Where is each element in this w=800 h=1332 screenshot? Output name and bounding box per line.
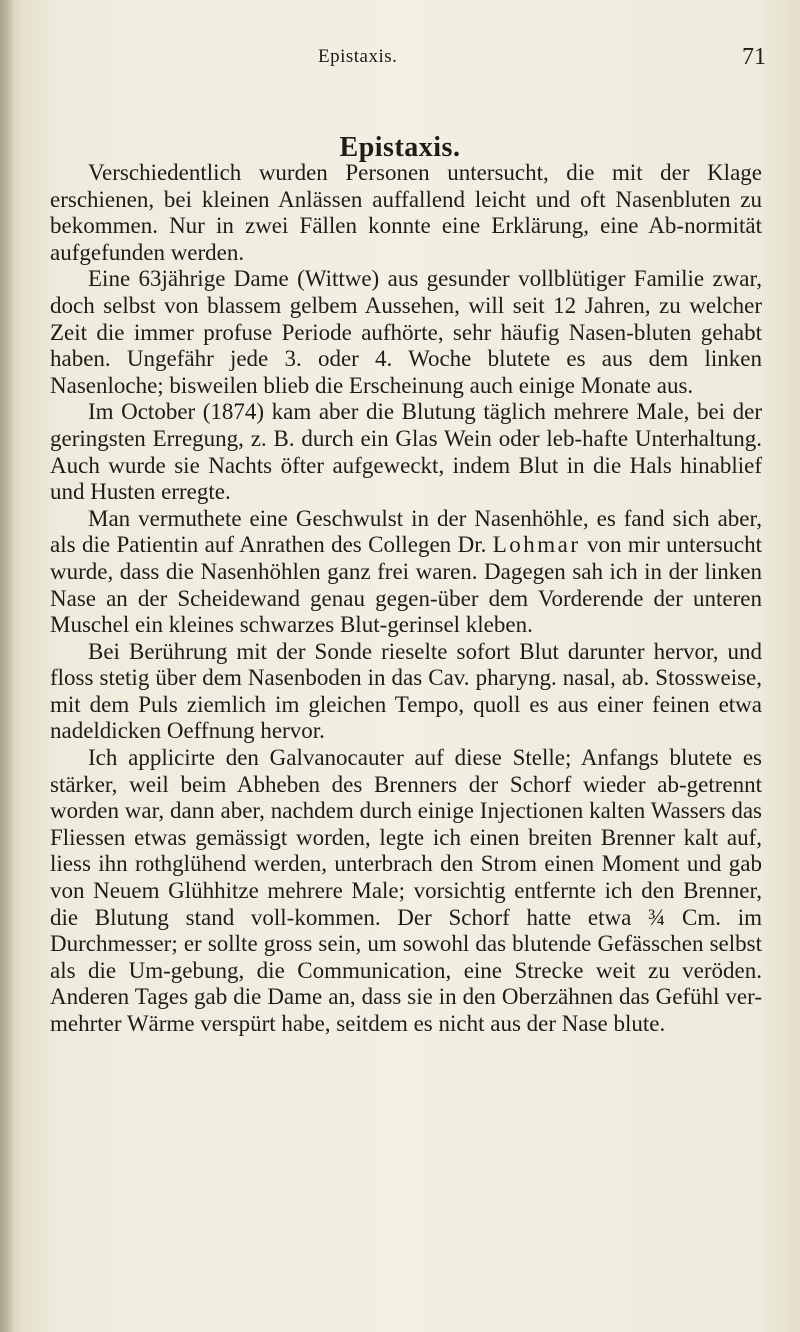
- paragraph-3: Im October (1874) kam aber die Blutung täglich mehrere Male, bei der geringsten Erregung, z. B. durch ein Glas Wein oder leb-hafte Unterhaltung. Auch wurde sie Nachts öfter aufgeweckt, indem Blut in die Hals hinablief und Husten erregte.: [50, 399, 762, 505]
- running-title: Epistaxis.: [318, 46, 398, 67]
- paragraph-4-before: Man vermuthete eine Geschwulst in der Nasenhöhle, es fand sich aber, als die Patientin auf Anrathen des Collegen Dr.: [50, 505, 762, 558]
- page-edge-shadow: [0, 0, 14, 1332]
- running-header: [0, 40, 800, 80]
- paragraph-6: Ich applicirte den Galvanocauter auf diese Stelle; Anfangs blutete es stärker, weil beim Abheben des Brenners der Schorf wieder ab-getrennt worden war, dann aber, nachdem durch einige Injectionen kalten Wassers das Fliessen etwas gemässigt worden, legte ich einen breiten Brenner kalt auf, liess ihn rothglühend werden, unterbrach den Strom einen Moment und gab von Neuem Glühhitze mehrere Male; vorsichtig entfernte ich den Brenner, die Blutung stand voll-kommen. Der Schorf hatte etwa ¾ Cm. im Durchmesser; er sollte gross sein, um sowohl das blutende Gefässchen selbst als die Um-gebung, die Communication, eine Strecke weit zu veröden. Anderen Tages gab die Dame an, dass sie in den Oberzähnen das Gefühl ver-mehrter Wärme verspürt habe, seitdem es nicht aus der Nase blute.: [50, 745, 762, 1036]
- paragraph-4-after: von mir untersucht wurde, dass die Nasenhöhlen ganz frei waren. Dagegen sah ich in der linken Nase an der Scheidewand genau gegen-über dem Vorderende der unteren Muschel ein kleines schwarzes Blut-gerinsel kleben.: [50, 532, 762, 638]
- page-number: 71: [742, 44, 766, 70]
- person-name: Lohmar: [492, 532, 581, 558]
- chapter-title: Epistaxis.: [339, 132, 461, 163]
- paragraph-4: [50, 506, 762, 639]
- paragraph-2: Eine 63jährige Dame (Wittwe) aus gesunder vollblütiger Familie zwar, doch selbst von blassem gelbem Aussehen, will seit 12 Jahren, zu welcher Zeit die immer profuse Periode aufhörte, sehr häufig Nasen-bluten gehabt haben. Ungefähr jede 3. oder 4. Woche blutete es aus dem linken Nasenloche; bisweilen blieb die Erscheinung auch einige Monate aus.: [50, 266, 762, 398]
- paragraph-5: Bei Berührung mit der Sonde rieselte sofort Blut darunter hervor, und floss stetig über dem Nasenboden in das Cav. pharyng. nasal, ab. Stossweise, mit dem Puls ziemlich im gleichen Tempo, quoll es aus einer feinen etwa nadeldicken Oeffnung hervor.: [50, 638, 762, 744]
- paragraph-1: Verschiedentlich wurden Personen untersucht, die mit der Klage erschienen, bei kleinen Anlässen auffallend leicht und oft Nasenbluten zu bekommen. Nur in zwei Fällen konnte eine Erklärung, eine Ab-normität aufgefunden werden.: [50, 160, 762, 265]
- body-text: [50, 160, 762, 1038]
